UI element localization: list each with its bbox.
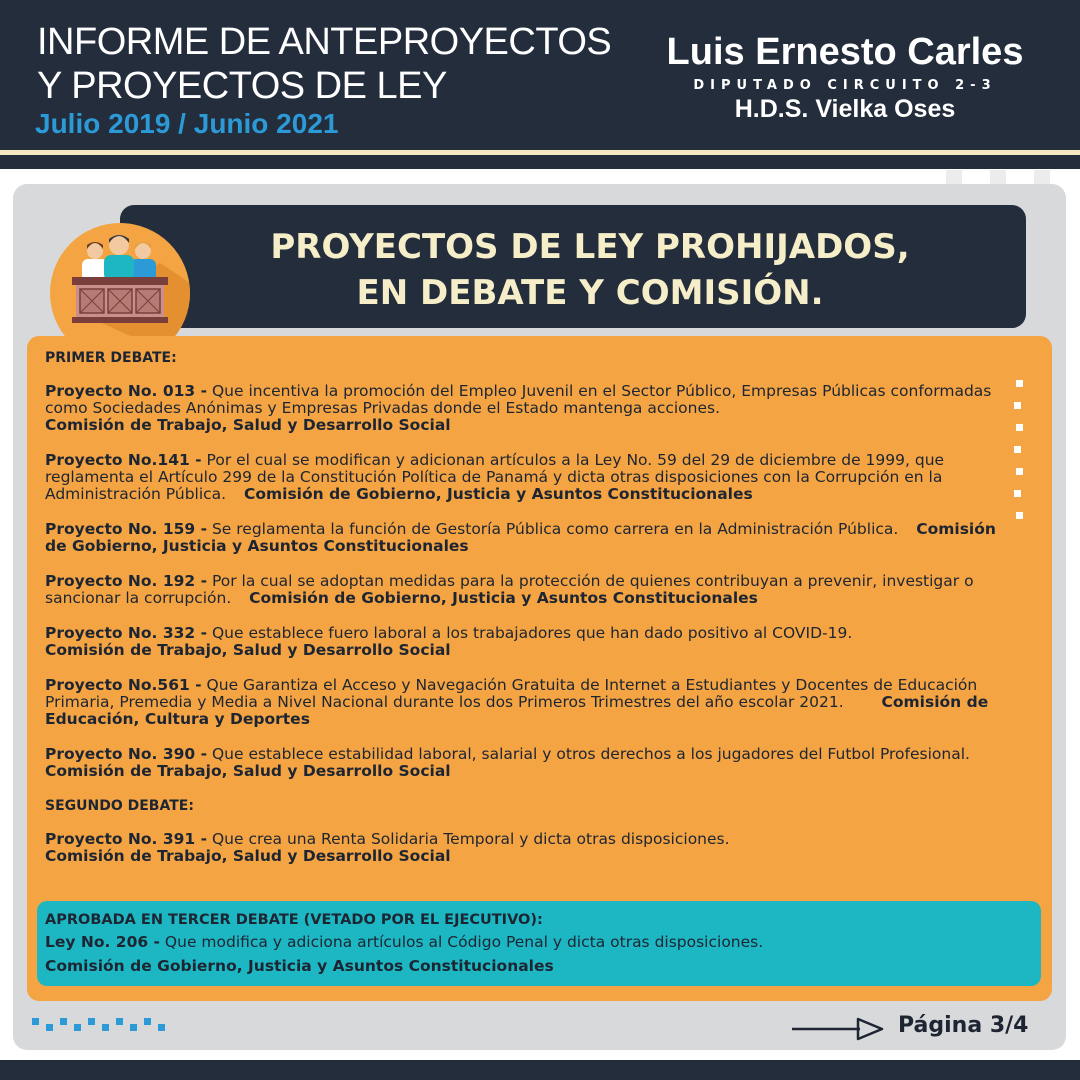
project-number: Proyecto No.561 - — [45, 676, 202, 694]
project-number: Proyecto No.141 - — [45, 451, 202, 469]
project-number: Proyecto No. 391 - — [45, 830, 208, 848]
law-description: Que modifica y adiciona artículos al Código Penal y dicta otras disposiciones. — [164, 933, 764, 951]
law-number: Ley No. 206 - — [45, 933, 160, 951]
project-commission: Comisión de Gobierno, Justicia y Asuntos Constitucionales — [243, 485, 753, 503]
project-commission: Comisión de Trabajo, Salud y Desarrollo Social — [45, 847, 451, 865]
project-description: Que Garantiza el Acceso y Navegación Gratuita de Internet a Estudiantes y Docentes de Educación Primaria, Premedia y Media a Nivel Nacional durante los dos Primeros Trimestres del año escolar 2021. — [45, 676, 978, 711]
project-description: Que incentiva la promoción del Empleo Juvenil en el Sector Público, Empresas Públicas conformadas como Sociedades Anónimas y Empresas Privadas donde el Estado mantenga acciones. — [45, 382, 992, 417]
project-item — [45, 573, 1005, 607]
project-description: Por el cual se modifican y adicionan artículos a la Ley No. 59 del 29 de diciembre de 1999, que reglamenta el Artículo 299 de la Constitución Política de Panamá y dicta otras disposiciones con la Corrupción en la Administración Pública. — [45, 451, 945, 503]
page-indicator — [790, 1011, 1060, 1047]
header-band — [0, 155, 1080, 169]
section-title-line1: PROYECTOS DE LEY PROHIJADOS, — [270, 227, 910, 267]
project-number: Proyecto No. 013 - — [45, 382, 208, 400]
project-number: Proyecto No. 159 - — [45, 520, 208, 538]
project-commission: Comisión de Trabajo, Salud y Desarrollo Social — [45, 641, 451, 659]
project-commission: Comisión de Trabajo, Salud y Desarrollo Social — [45, 416, 451, 434]
project-description: Por la cual se adoptan medidas para la protección de quienes contribuyan a prevenir, investigar o sancionar la corrupción. — [45, 572, 974, 607]
report-title-line2: Y PROYECTOS DE LEY — [37, 65, 447, 107]
section-title — [170, 224, 1010, 316]
project-commission: Comisión de Educación, Cultura y Deportes — [45, 693, 989, 728]
person-sub: H.D.S. Vielka Oses — [734, 95, 956, 123]
project-description: Se reglamenta la función de Gestoría Pública como carrera en la Administración Pública. — [211, 520, 899, 538]
project-number: Proyecto No. 390 - — [45, 745, 208, 763]
footer-bar — [0, 1060, 1080, 1080]
project-commission: Comisión de Gobierno, Justicia y Asuntos Constitucionales — [45, 520, 996, 555]
project-description: Que establece fuero laboral a los trabajadores que han dado positivo al COVID-19. — [211, 624, 853, 642]
decor-dots-horizontal — [32, 1014, 182, 1034]
project-item — [45, 521, 1005, 555]
project-number: Proyecto No. 192 - — [45, 572, 208, 590]
report-period: Julio 2019 / Junio 2021 — [35, 108, 339, 139]
decor-dots-vertical — [1014, 380, 1026, 534]
section-title-line2: EN DEBATE Y COMISIÓN. — [356, 273, 824, 313]
project-commission: Comisión de Trabajo, Salud y Desarrollo Social — [45, 762, 451, 780]
law-commission: Comisión de Gobierno, Justicia y Asuntos Constitucionales — [45, 957, 554, 975]
primer-debate-heading: PRIMER DEBATE: — [45, 350, 177, 366]
project-description: Que crea una Renta Solidaria Temporal y dicta otras disposiciones. — [211, 830, 730, 848]
project-item — [45, 383, 1005, 434]
projects-list — [45, 350, 1005, 883]
project-item — [45, 746, 1005, 780]
law-item — [45, 931, 1035, 953]
tercer-debate-heading: APROBADA EN TERCER DEBATE (VETADO POR EL EJECUTIVO): — [45, 912, 543, 928]
project-item — [45, 831, 1005, 865]
arrow-right-icon — [790, 1011, 890, 1047]
tercer-debate-content — [45, 909, 1035, 977]
segundo-debate-heading: SEGUNDO DEBATE: — [45, 798, 194, 814]
law-commission-row — [45, 955, 1035, 977]
project-description: Que establece estabilidad laboral, salarial y otros derechos a los jugadores del Futbol Profesional. — [211, 745, 970, 763]
page-label: Página 3/4 — [898, 1013, 1029, 1038]
person-block — [640, 30, 1050, 124]
project-item — [45, 677, 1005, 728]
project-item — [45, 625, 1005, 659]
project-number: Proyecto No. 332 - — [45, 624, 208, 642]
report-title — [37, 20, 617, 108]
project-commission: Comisión de Gobierno, Justicia y Asuntos Constitucionales — [249, 589, 758, 607]
person-role: DIPUTADO CIRCUITO 2-3 — [693, 78, 997, 93]
project-item — [45, 452, 1005, 503]
person-name: Luis Ernesto Carles — [666, 31, 1024, 73]
report-title-line1: INFORME DE ANTEPROYECTOS — [37, 21, 612, 63]
